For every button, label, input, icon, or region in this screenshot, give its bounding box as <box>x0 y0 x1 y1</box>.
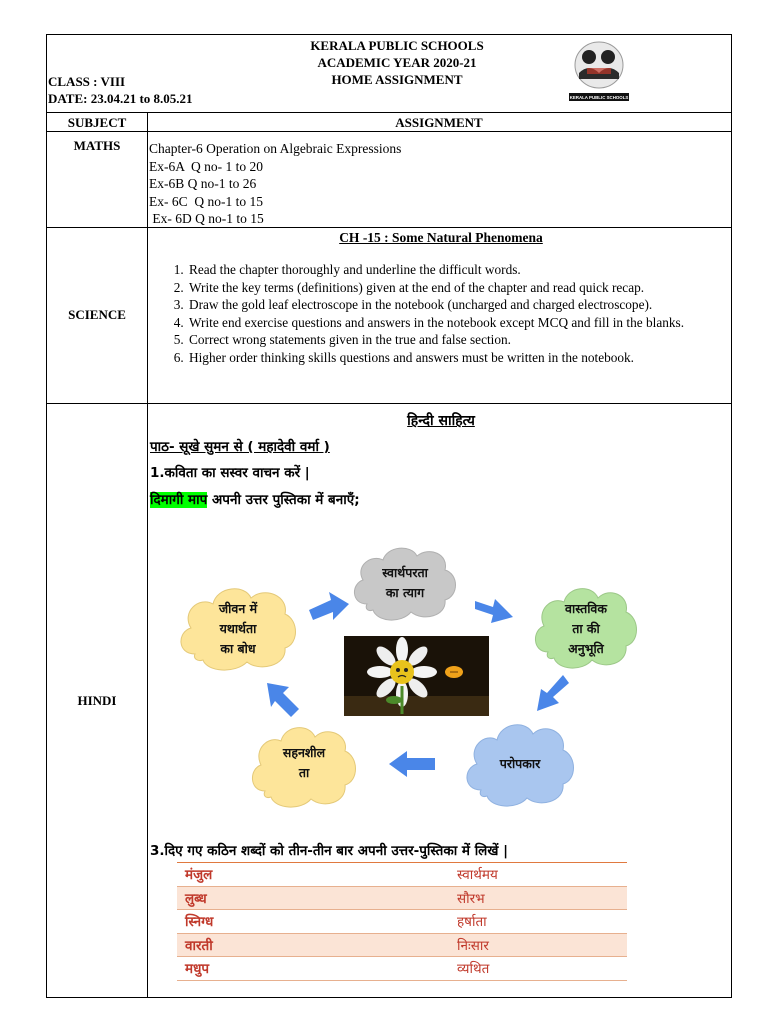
arrow-up-left-icon <box>267 683 299 719</box>
arrow-left-icon <box>389 751 435 777</box>
science-task: 1. Read the chapter thoroughly and underline the difficult words. <box>187 261 757 279</box>
academic-year: ACADEMIC YEAR 2020-21 <box>317 55 477 70</box>
school-name: KERALA PUBLIC SCHOOLS <box>310 38 484 53</box>
mindmap-line: यथार्थता <box>219 621 257 636</box>
row-divider <box>47 403 731 404</box>
table-row <box>177 863 627 887</box>
mindmap-line: सहनशील <box>282 745 326 760</box>
hindi-lesson: पाठ- सूखे सुमन से ( महादेवी वर्मा ) <box>150 439 330 455</box>
column-divider <box>147 112 148 998</box>
word-cell: हर्षाता <box>449 910 627 934</box>
mindmap-line: जीवन में <box>218 601 258 616</box>
mindmap-line: अनुभूति <box>568 641 604 656</box>
table-row <box>177 933 627 957</box>
word-cell: मंजुल <box>177 863 449 887</box>
word-cell: वारती <box>177 933 449 957</box>
word-cell: व्यथित <box>449 957 627 981</box>
row-divider <box>47 112 731 113</box>
class-label: CLASS : VIII <box>48 74 126 89</box>
hindi-task-1: 1.कविता का सस्वर वाचन करें | <box>150 465 310 481</box>
table-row <box>177 957 627 981</box>
hindi-title: हिन्दी साहित्य <box>407 413 475 429</box>
maths-line: Ex- 6D Q no-1 to 15 <box>149 211 264 226</box>
science-task: 3. Draw the gold leaf electroscope in the notebook (uncharged and charged electroscope). <box>187 296 757 314</box>
mindmap-line: वास्तविक <box>565 601 607 616</box>
hindi-subject: HINDI <box>77 693 117 708</box>
arrow-right-down-icon <box>475 595 515 625</box>
header-title-block <box>247 37 547 88</box>
row-divider <box>47 131 731 132</box>
highlighted-term: दिमागी माप <box>150 492 208 508</box>
mindmap-line: ता <box>298 765 310 780</box>
science-task: 2. Write the key terms (definitions) given at the end of the chapter and read quick recap. <box>187 279 757 297</box>
maths-line: Ex-6A Q no- 1 to 20 <box>149 158 263 174</box>
science-chapter-title: CH -15 : Some Natural Phenomena <box>339 230 543 245</box>
mindmap-node-right <box>530 599 642 659</box>
mindmap-line: का बोध <box>220 641 256 656</box>
mindmap-node-left <box>175 599 301 659</box>
maths-line: Ex-6B Q no-1 to 26 <box>149 176 257 191</box>
word-cell: स्वार्थमय <box>449 863 627 887</box>
subject-header: SUBJECT <box>67 115 127 130</box>
date-label: DATE: 23.04.21 to 8.05.21 <box>48 91 193 106</box>
mindmap-node-bottom-left <box>247 743 361 783</box>
flower-illustration <box>344 636 489 716</box>
word-cell: निःसार <box>449 933 627 957</box>
assignment-type: HOME ASSIGNMENT <box>331 72 463 87</box>
word-cell: लुब्ध <box>177 886 449 910</box>
arrow-right-icon <box>309 592 349 622</box>
word-cell: स्निग्ध <box>177 910 449 934</box>
mindmap-line: स्वार्थपरता <box>382 565 428 580</box>
mindmap-node-top <box>349 563 461 603</box>
table-row <box>177 910 627 934</box>
school-logo <box>567 39 631 103</box>
maths-line: Ex- 6C Q no-1 to 15 <box>149 193 263 209</box>
maths-subject: MATHS <box>73 138 121 153</box>
maths-assignment <box>149 140 401 228</box>
mindmap-line: ता की <box>572 621 600 636</box>
mindmap-node-bottom-right: परोपकार <box>499 756 541 771</box>
hindi-task-2-text: अपनी उत्तर पुस्तिका में बनाएँ; <box>207 492 360 508</box>
word-cell: सौरभ <box>449 886 627 910</box>
hindi-task-3: 3.दिए गए कठिन शब्दों को तीन-तीन बार अपनी उत्तर-पुस्तिका में लिखें | <box>150 843 509 859</box>
science-task: 4. Write end exercise questions and answers in the notebook except MCQ and fill in the blanks. <box>187 314 757 332</box>
word-cell: मधुप <box>177 957 449 981</box>
table-row <box>177 886 627 910</box>
science-task: 5. Correct wrong statements given in the true and false section. <box>187 331 757 349</box>
science-task: 6. Higher order thinking skills questions and answers must be written in the notebook. <box>187 349 757 367</box>
assignment-sheet <box>46 34 732 998</box>
arrow-down-left-icon <box>537 675 569 711</box>
mindmap-line: का त्याग <box>385 585 425 600</box>
hindi-task-2 <box>150 490 360 508</box>
science-subject: SCIENCE <box>68 307 126 322</box>
difficult-words-table <box>177 862 627 981</box>
logo-text: KERALA PUBLIC SCHOOLS <box>569 95 629 100</box>
science-task-list <box>149 261 757 367</box>
assignment-header: ASSIGNMENT <box>395 115 483 130</box>
maths-line: Chapter-6 Operation on Algebraic Expressions <box>149 141 402 156</box>
